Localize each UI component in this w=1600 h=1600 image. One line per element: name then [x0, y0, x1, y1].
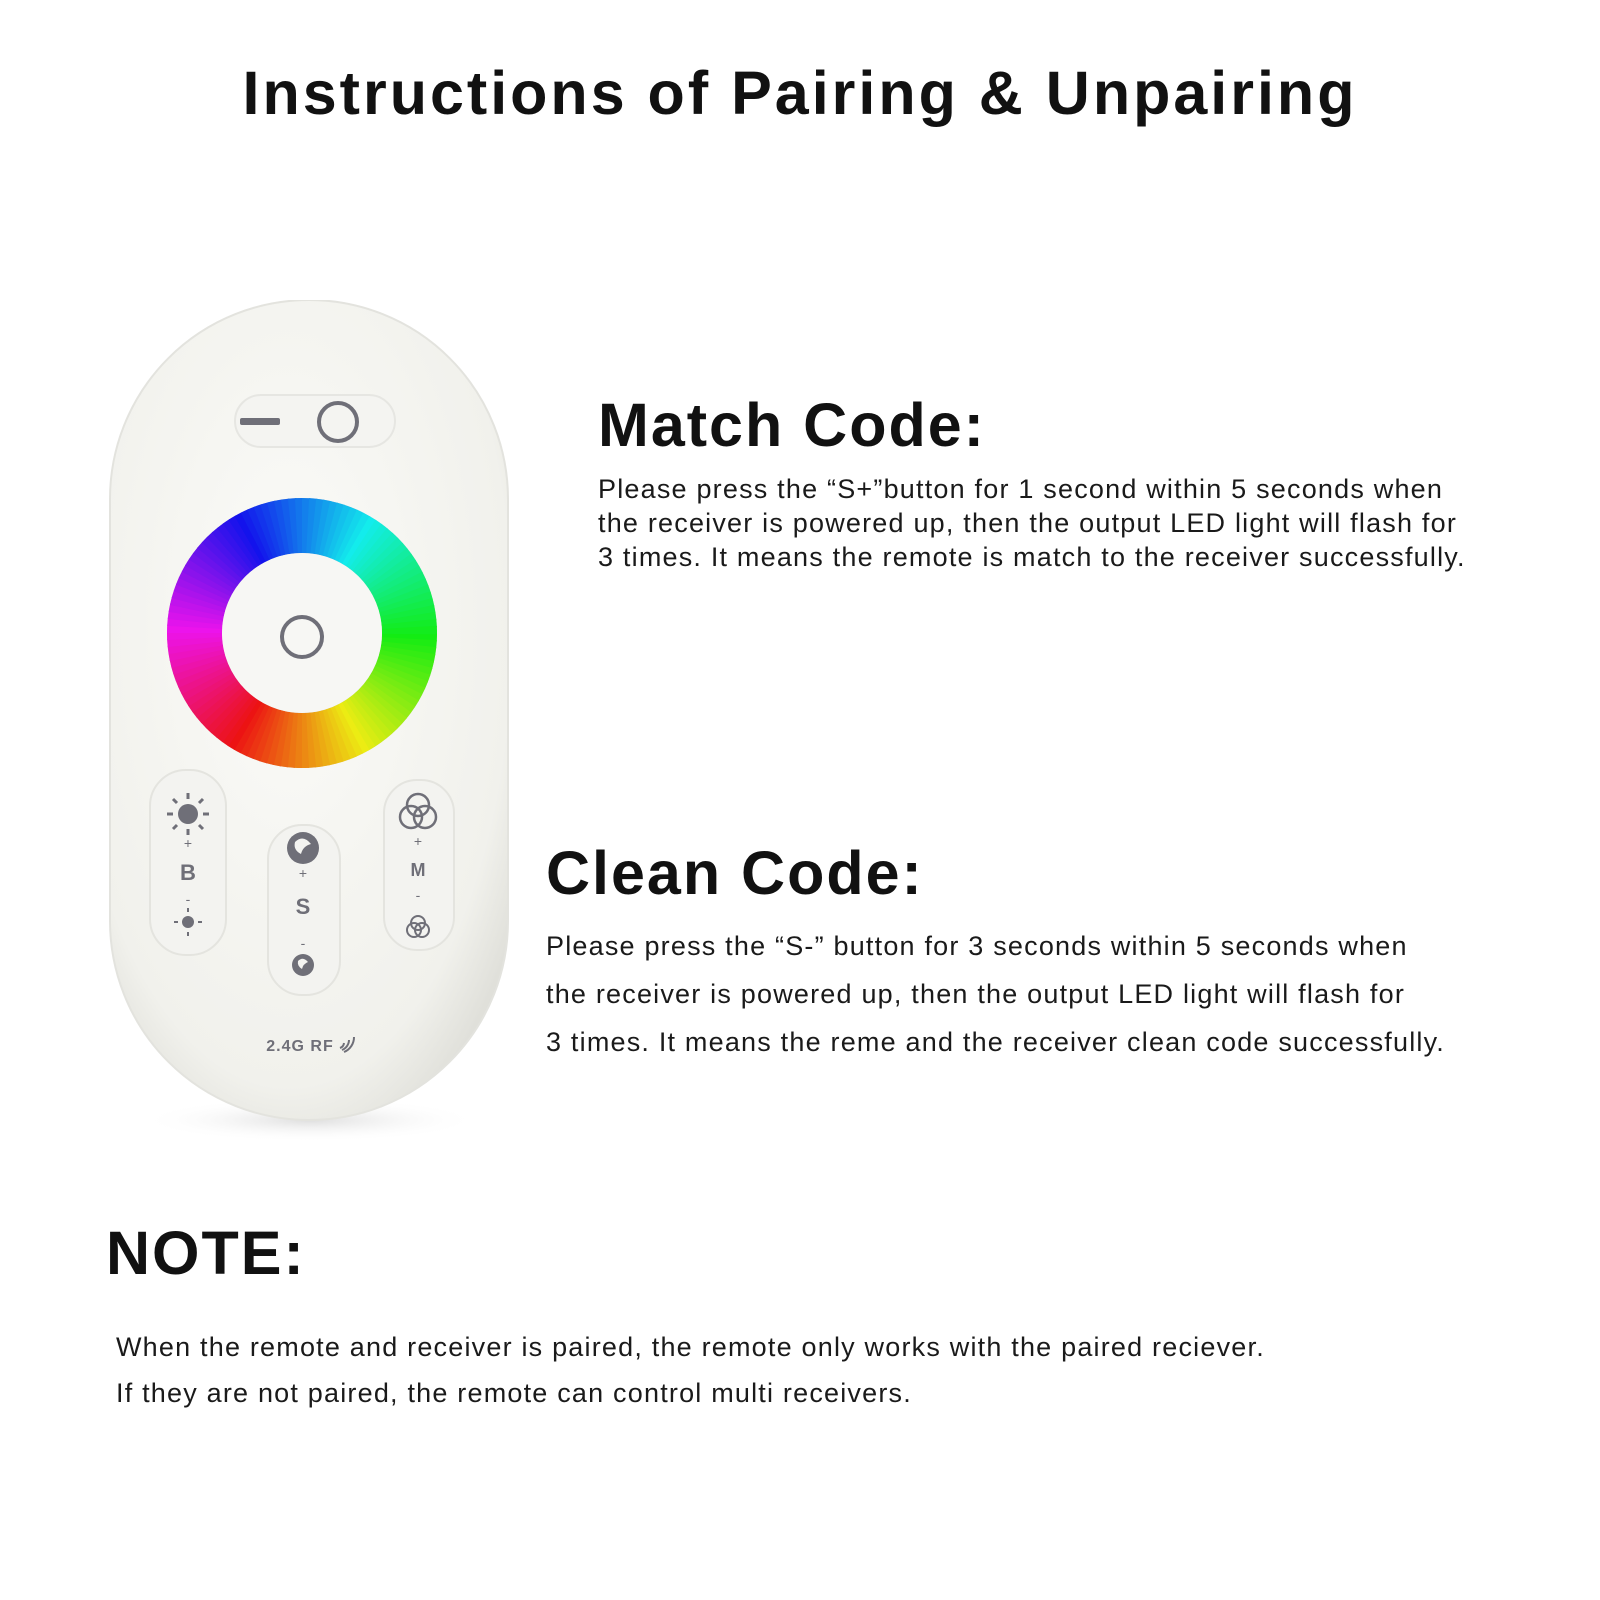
- power-minus-icon: [240, 418, 280, 425]
- svg-text:+: +: [298, 865, 308, 881]
- remote-control-image: [100, 300, 520, 1150]
- svg-text:-: -: [185, 891, 191, 907]
- note-text: [116, 1324, 1265, 1416]
- clean-code-line: Please press the “S-” button for 3 seconds within 5 seconds when: [546, 931, 1408, 961]
- clean-code-line: the receiver is powered up, then the output LED light will flash for: [546, 979, 1406, 1009]
- svg-text:-: -: [300, 935, 306, 951]
- match-code-heading: Match Code:: [598, 391, 986, 459]
- rf-label: 2.4G RF: [266, 1038, 334, 1055]
- match-code-line: 3 times. It means the remote is match to the receiver successfully.: [598, 542, 1466, 572]
- svg-text:+: +: [413, 833, 423, 849]
- clean-code-line: 3 times. It means the reme and the receiver clean code successfully.: [546, 1027, 1445, 1057]
- color-wheel-icon: [167, 498, 437, 768]
- note-line: If they are not paired, the remote can control multi receivers.: [116, 1378, 912, 1408]
- swirl-icon: [287, 832, 319, 864]
- brightness-label: B: [180, 860, 196, 885]
- match-code-line: Please press the “S+”button for 1 second within 5 seconds when: [598, 474, 1444, 504]
- svg-text:+: +: [183, 835, 193, 851]
- match-code-line: the receiver is powered up, then the output LED light will flash for: [598, 508, 1458, 538]
- note-line: When the remote and receiver is paired, the remote only works with the paired reciever.: [116, 1332, 1265, 1362]
- mode-label: M: [410, 860, 426, 880]
- speed-label: S: [295, 894, 311, 919]
- note-heading: NOTE:: [106, 1219, 306, 1287]
- swirl-icon: [292, 954, 314, 976]
- page-title: Instructions of Pairing & Unpairing: [242, 59, 1358, 127]
- clean-code-heading: Clean Code:: [546, 839, 924, 907]
- clean-code-text: [546, 922, 1445, 1066]
- svg-text:-: -: [415, 887, 421, 903]
- match-code-text: [598, 472, 1466, 574]
